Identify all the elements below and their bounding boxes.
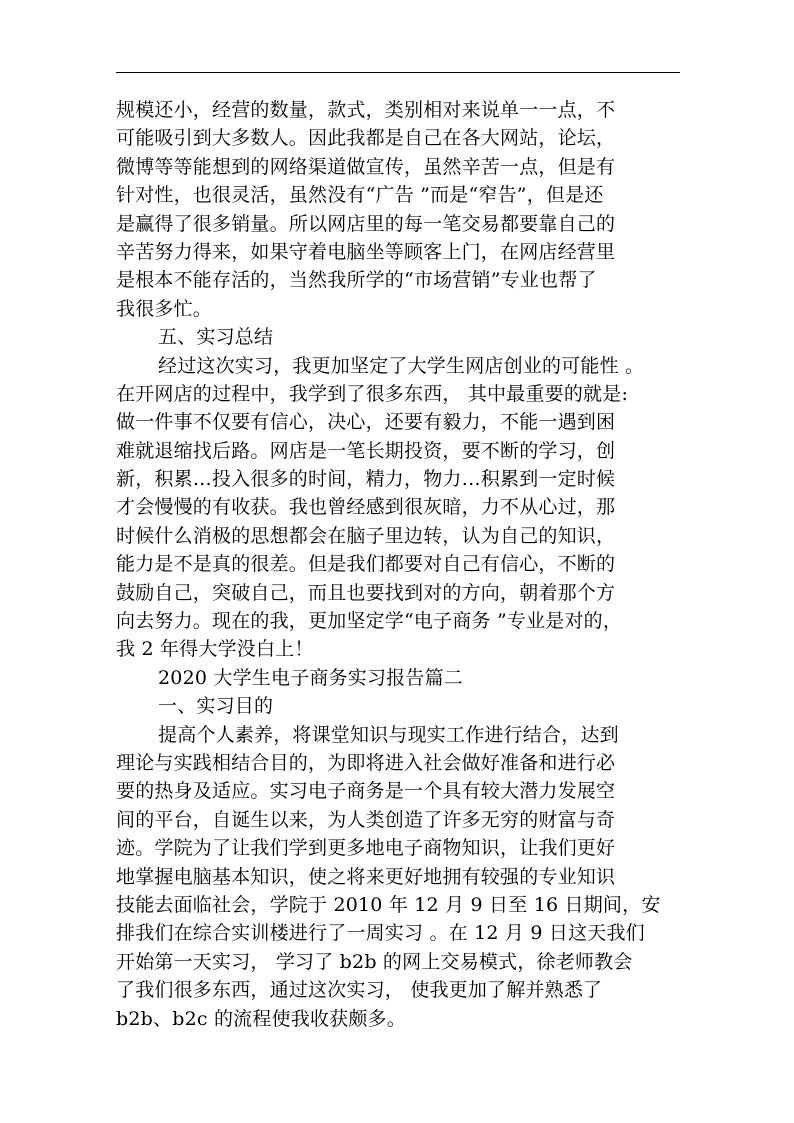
text-line: 技能去面临社会，学院于 2010 年 12 月 9 日至 16 日期间，安: [116, 893, 661, 916]
text-line: 微博等等能想到的网络渠道做宣传，虽然辛苦一点，但是有: [116, 155, 616, 178]
text-line: 做一件事不仅要有信心，决心，还要有毅力，不能一遇到困: [116, 411, 616, 434]
text-line: 地掌握电脑基本知识，使之将来更好地拥有较强的专业知识: [116, 865, 616, 888]
text-line: 了我们很多东西，通过这次实习， 使我更加了解并熟悉了: [116, 979, 603, 1002]
text-line: b2b、b2c 的流程使我收获颇多。: [116, 1007, 406, 1030]
text-line: 我很多忙。: [116, 297, 213, 320]
text-line: 开始第一天实习， 学习了 b2b 的网上交易模式，徐老师教会: [116, 950, 633, 973]
text-line: 五、实习总结: [158, 326, 274, 349]
text-line: 是赢得了很多销量。所以网店里的每一笔交易都要靠自己的: [116, 212, 616, 235]
text-line: 在开网店的过程中，我学到了很多东西， 其中最重要的就是:: [116, 382, 629, 405]
text-line: 我 2 年得大学没白上！: [116, 638, 314, 661]
text-line: 间的平台，自诞生以来，为人类创造了许多无穷的财富与奇: [116, 808, 616, 831]
text-line: 向去努力。现在的我，更加坚定学“电子商务 ”专业是对的，: [116, 610, 623, 633]
text-line: 规模还小，经营的数量，款式，类别相对来说单一一点，不: [116, 99, 616, 121]
text-line: 时候什么消极的思想都会在脑子里边转，认为自己的知识，: [116, 524, 616, 547]
document-body: [116, 96, 682, 1033]
text-line: 鼓励自己，突破自己，而且也要找到对的方向，朝着那个方: [116, 581, 616, 604]
text-line: 新，积累…投入很多的时间，精力，物力…积累到一定时候: [116, 468, 616, 491]
text-line: 辛苦努力得来，如果守着电脑坐等顾客上门，在网店经营里: [116, 240, 616, 263]
text-line: 提高个人素养，将课堂知识与现实工作进行结合，达到: [158, 723, 619, 746]
text-line: 经过这次实习，我更加坚定了大学生网店创业的可能性 。: [158, 354, 645, 377]
text-line: 排我们在综合实训楼进行了一周实习 。在 12 月 9 日这天我们: [116, 922, 645, 945]
text-line: 2020 大学生电子商务实习报告篇二: [158, 666, 463, 689]
text-line: 可能吸引到大多数人。因此我都是自己在各大网站，论坛，: [116, 127, 616, 150]
text-line: 迹。学院为了让我们学到更多地电子商物知识，让我们更好: [116, 837, 616, 860]
text-line: 才会慢慢的有收获。我也曾经感到很灰暗，力不从心过，那: [116, 496, 616, 519]
text-line: 能力是不是真的很差。但是我们都要对自己有信心，不断的: [116, 553, 616, 576]
text-line: 难就退缩找后路。网店是一笔长期投资，要不断的学习，创: [116, 439, 616, 462]
header-rule: [116, 72, 680, 73]
text-line: 针对性，也很灵活，虽然没有“广告 ”而是“窄告”，但是还: [116, 184, 604, 207]
text-line: 理论与实践相结合目的，为即将进入社会做好准备和进行必: [116, 751, 616, 774]
text-line: 是根本不能存活的，当然我所学的“市场营销”专业也帮了: [116, 269, 597, 292]
text-line: 要的热身及适应。实习电子商务是一个具有较大潜力发展空: [116, 780, 616, 803]
text-line: 一、实习目的: [158, 695, 274, 718]
